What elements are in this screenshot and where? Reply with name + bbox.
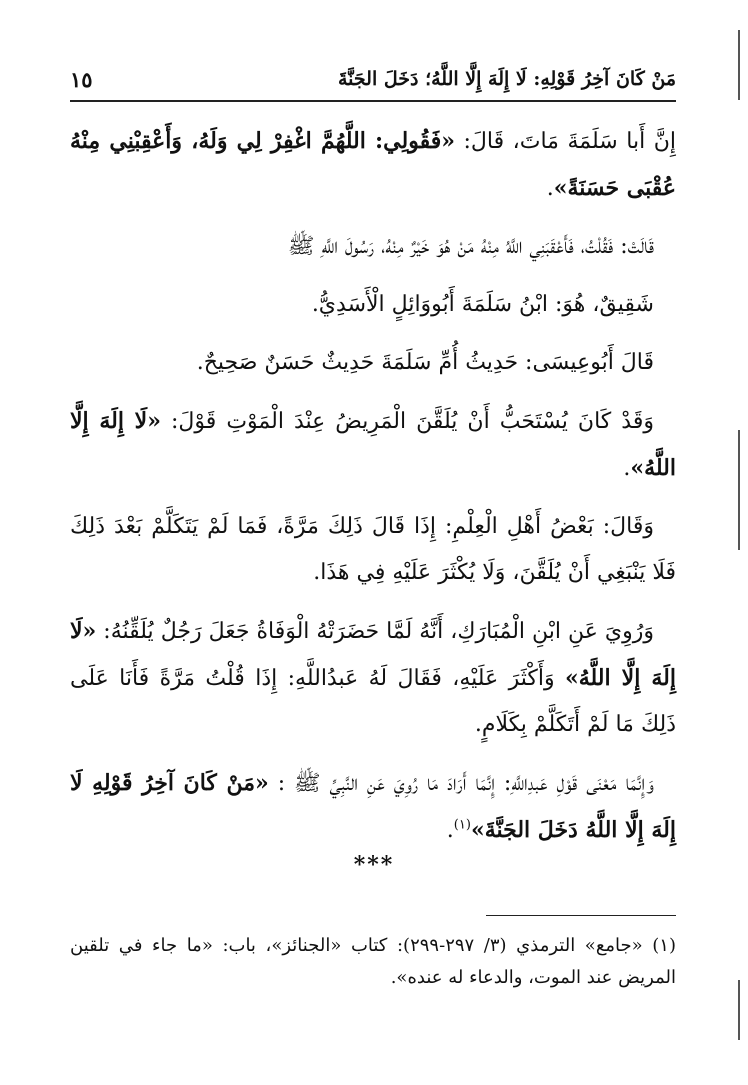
footnote-divider <box>486 915 676 916</box>
scan-edge-mark <box>738 30 740 100</box>
page-header <box>70 58 676 102</box>
main-text <box>70 118 676 866</box>
paragraph-7 <box>70 608 676 748</box>
paragraph-1-quote: «فَقُولِي: اللَّهُمَّ اغْفِرْ لِي وَلَهُ، وَأَعْقِبْنِي مِنْهُ عُقْبَى حَسَنَةً» <box>70 128 676 201</box>
section-separator: *** <box>353 852 395 878</box>
paragraph-5-end: . <box>623 456 631 481</box>
paragraph-5 <box>70 398 676 492</box>
paragraph-6: وَقَالَ: بَعْضُ أَهْلِ الْعِلْمِ: إِذَا قَالَ ذَلِكَ مَرَّةً، فَمَا لَمْ يَتَكَلَّمْ بَعْدَ ذَلِكَ فَلَا يَنْبَغِي أَنْ يُلَقَّنَ، وَلَا يُكْثَرَ عَلَيْهِ فِي هَذَا. <box>70 514 676 585</box>
paragraph-8-quote: «مَنْ كَانَ آخِرُ قَوْلِهِ لَا إِلَهَ إِلَّا اللَّهُ دَخَلَ الجَنَّةَ» <box>70 770 676 843</box>
running-title: مَنْ كَانَ آخِرُ قَوْلِهِ: لَا إِلَهَ إِلَّا اللَّهُ؛ دَخَلَ الجَنَّةَ <box>338 68 676 90</box>
paragraph-1-intro: إِنَّ أَبا سَلَمَةَ مَاتَ، قَالَ: <box>454 129 676 154</box>
paragraph-5-quote: «لَا إِلَهَ إِلَّا اللَّهُ» <box>70 408 676 481</box>
paragraph-1 <box>70 118 676 212</box>
paragraph-8-intro: وَإِنَّمَا مَعْنَى قَوْلِ عَبدِاللَّهِ: إِنَّمَا أَرَادَ مَا رُوِيَ عَنِ النَّبِيِّ ﷺ : <box>268 771 654 796</box>
paragraph-2: قَالَتْ: فَقُلْتُ، فَأَعْقَبَنِي اللَّهُ مِنْهُ مَنْ هُوَ خَيْرٌ مِنْهُ، رَسُولَ اللَّهِ ﷺ <box>287 234 654 259</box>
paragraph-3: شَقِيقٌ، هُوَ: ابْنُ سَلَمَةَ أَبُووَائِلٍ الْأَسَدِيُّ. <box>311 292 654 317</box>
page-number: ١٥ <box>70 66 93 92</box>
paragraph-1-end: . <box>546 176 554 201</box>
scan-edge-mark <box>738 430 740 550</box>
scan-edge-mark <box>738 980 740 1040</box>
footnote-reference[interactable]: (١) <box>453 817 471 833</box>
paragraph-8-end: . <box>446 818 454 843</box>
footnote-1: (١) «جامع» الترمذي (٣/ ٢٩٧-٢٩٩): كتاب «الجنائز»، باب: «ما جاء في تلقين المريض عند الموت، والدعاء له عنده». <box>70 935 676 988</box>
paragraph-4: قَالَ أَبُوعِيسَى: حَدِيثُ أُمِّ سَلَمَةَ حَدِيثٌ حَسَنٌ صَحِيحٌ. <box>196 350 654 375</box>
paragraph-7-quote: «لَا إِلَهَ إِلَّا اللَّهُ» <box>70 618 676 691</box>
paragraph-7-intro: وَرُوِيَ عَنِ ابْنِ الْمُبَارَكِ، أَنَّهُ لَمَّا حَضَرَتْهُ الْوَفَاةُ جَعَلَ رَجُلٌ يُلَقِّنُهُ: <box>96 619 654 644</box>
paragraph-5-intro: وَقَدْ كَانَ يُسْتَحَبُّ أَنْ يُلَقَّنَ الْمَرِيضُ عِنْدَ الْمَوْتِ قَوْلَ: <box>160 409 654 434</box>
paragraph-7-rest: وَأَكْثَرَ عَلَيْهِ، فَقَالَ لَهُ عَبدُاللَّهِ: إِذَا قُلْتُ مَرَّةً فَأَنَا عَلَى ذَلِكَ مَا لَمْ أَتَكَلَّمْ بِكَلَامٍ. <box>70 666 676 737</box>
paragraph-8 <box>70 760 676 854</box>
